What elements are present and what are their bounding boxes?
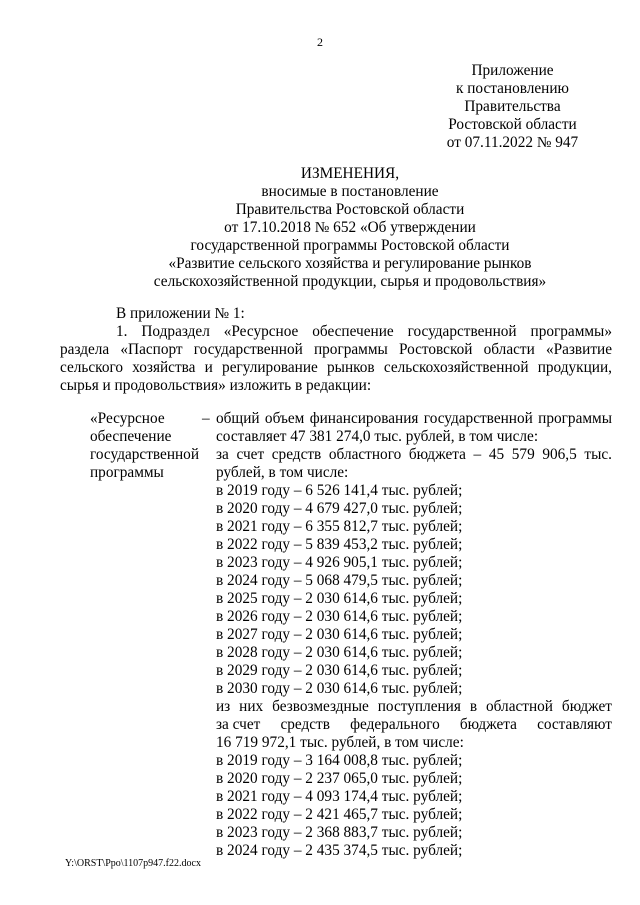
resource-label-line: обеспечение bbox=[90, 428, 172, 445]
resource-label-line: «Ресурсное bbox=[90, 410, 165, 427]
title-heading: ИЗМЕНЕНИЯ, bbox=[300, 165, 400, 182]
title-line: государственной программы Ростовской области bbox=[190, 237, 510, 254]
federal-year-line: в 2024 году – 2 435 374,5 тыс. рублей; bbox=[216, 842, 463, 859]
document-title bbox=[130, 165, 570, 291]
federal-word: бюджета bbox=[459, 716, 517, 733]
appendix-line: Правительства bbox=[464, 98, 561, 115]
federal-year-line: в 2020 году – 2 237 065,0 тыс. рублей; bbox=[216, 770, 463, 787]
resource-label-line: государственной bbox=[90, 446, 200, 463]
federal-word: за счет bbox=[216, 716, 261, 733]
appendix-line: от 07.11.2022 № 947 bbox=[446, 134, 579, 151]
appendix-line: Ростовской области bbox=[448, 116, 577, 133]
item-1-line: 1. Подраздел «Ресурсное обеспечение государственной программы» bbox=[116, 323, 612, 340]
regional-year-line: в 2022 году – 5 839 453,2 тыс. рублей; bbox=[216, 536, 463, 553]
footer-file-path: Y:\ORST\Ppo\1107p947.f22.docx bbox=[65, 858, 201, 869]
federal-word: федерального bbox=[350, 716, 440, 733]
regional-year-line: в 2026 году – 2 030 614,6 тыс. рублей; bbox=[216, 608, 463, 625]
regional-year-line: в 2025 году – 2 030 614,6 тыс. рублей; bbox=[216, 590, 463, 607]
federal-year-line: в 2019 году – 3 164 008,8 тыс. рублей; bbox=[216, 752, 463, 769]
regional-year-line: в 2029 году – 2 030 614,6 тыс. рублей; bbox=[216, 662, 463, 679]
title-line: «Развитие сельского хозяйства и регулирование рынков bbox=[168, 255, 532, 272]
federal-line bbox=[216, 716, 612, 734]
appendix-line: Приложение bbox=[471, 62, 554, 79]
title-line: вносимые в постановление bbox=[261, 183, 439, 200]
federal-year-line: в 2022 году – 2 421 465,7 тыс. рублей; bbox=[216, 806, 463, 823]
total-line: составляет 47 381 274,0 тыс. рублей, в том числе: bbox=[216, 428, 539, 445]
regional-year-line: в 2019 году – 6 526 141,4 тыс. рублей; bbox=[216, 482, 463, 499]
federal-line: из них безвозмездные поступления в областной бюджет bbox=[216, 698, 612, 715]
appendix-line: к постановлению bbox=[455, 80, 569, 97]
regional-year-line: в 2023 году – 4 926 905,1 тыс. рублей; bbox=[216, 554, 463, 571]
regional-year-line: в 2021 году – 6 355 812,7 тыс. рублей; bbox=[216, 518, 463, 535]
title-line: Правительства Ростовской области bbox=[235, 201, 465, 218]
regional-year-line: в 2024 году – 5 068 479,5 тыс. рублей; bbox=[216, 572, 463, 589]
item-1-line: раздела «Паспорт государственной программы Ростовской области «Развитие bbox=[60, 341, 612, 358]
federal-word: составляют bbox=[537, 716, 612, 733]
regional-year-line: в 2020 году – 4 679 427,0 тыс. рублей; bbox=[216, 500, 463, 517]
regional-line: рублей, в том числе: bbox=[216, 464, 349, 481]
total-line: общий объем финансирования государственной программы bbox=[216, 410, 612, 427]
page-number: 2 bbox=[317, 35, 323, 49]
appendix-block bbox=[430, 62, 595, 152]
regional-year-line: в 2028 году – 2 030 614,6 тыс. рублей; bbox=[216, 644, 463, 661]
federal-year-line: в 2021 году – 4 093 174,4 тыс. рублей; bbox=[216, 788, 463, 805]
regional-year-line: в 2030 году – 2 030 614,6 тыс. рублей; bbox=[216, 680, 463, 697]
resource-body bbox=[216, 410, 612, 860]
regional-year-line: в 2027 году – 2 030 614,6 тыс. рублей; bbox=[216, 626, 463, 643]
item-1-line: сырья и продовольствия» изложить в редакции: bbox=[60, 377, 372, 394]
resource-label-line: программы bbox=[90, 464, 164, 481]
federal-word: средств bbox=[280, 716, 330, 733]
title-line: от 17.10.2018 № 652 «Об утверждении bbox=[224, 219, 476, 236]
federal-line: 16 719 972,1 тыс. рублей, в том числе: bbox=[216, 734, 464, 751]
appendix-reference: В приложении № 1: bbox=[116, 305, 245, 322]
intro-paragraph bbox=[60, 305, 612, 395]
resource-dash: – bbox=[202, 410, 210, 427]
title-line: сельскохозяйственной продукции, сырья и продовольствия» bbox=[153, 273, 547, 290]
federal-year-line: в 2023 году – 2 368 883,7 тыс. рублей; bbox=[216, 824, 463, 841]
regional-line: за счет средств областного бюджета – 45 579 906,5 тыс. bbox=[216, 446, 612, 463]
item-1-line: сельского хозяйства и регулирование рынков сельскохозяйственной продукции, bbox=[60, 359, 612, 376]
